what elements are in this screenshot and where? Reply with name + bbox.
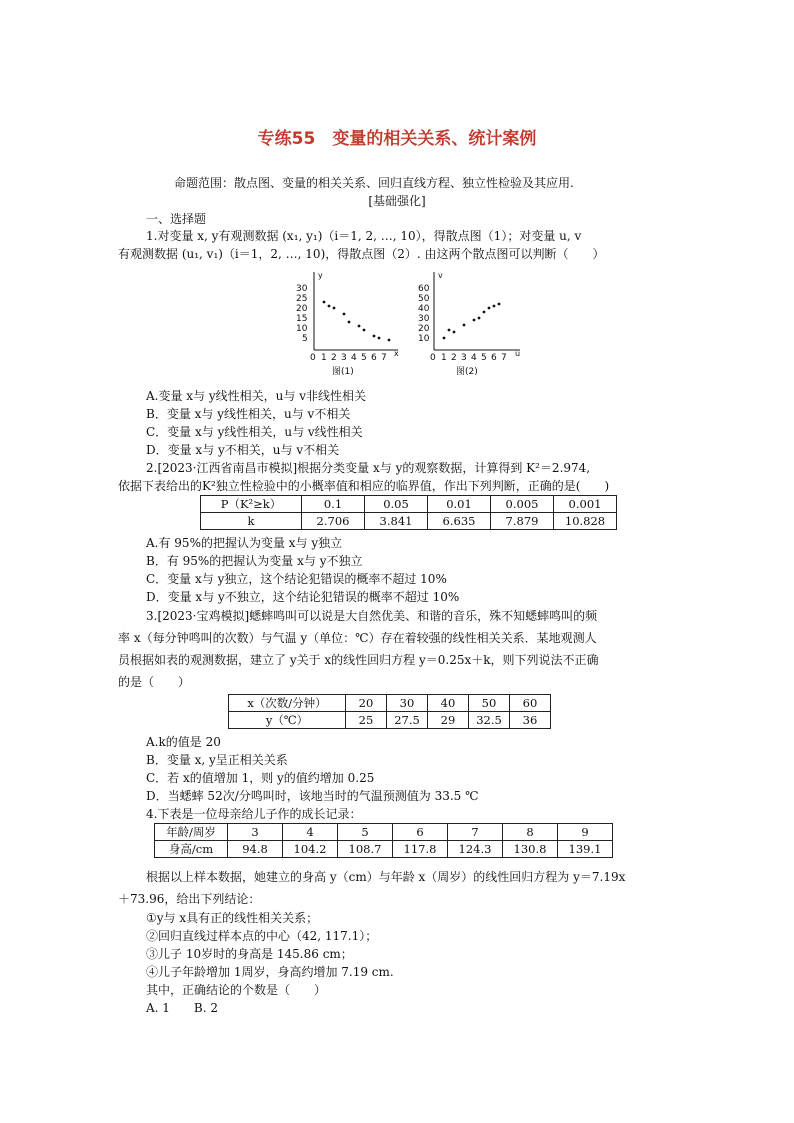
q2-line2: 依据下表给出的K²独立性检验中的小概率值和相应的临界值，作出下列判断，正确的是( ) — [118, 479, 610, 493]
scatter-point — [333, 307, 336, 310]
fig1-y-tick: 5 — [302, 334, 308, 344]
fig1-x-label: x — [394, 349, 399, 358]
fig2-x-label: u — [515, 349, 521, 358]
fig1-y-label: y — [318, 271, 323, 280]
table-row — [155, 824, 613, 841]
q4-item-3: ③儿子 10岁时的身高是 145.86 cm； — [146, 947, 353, 961]
fig2-x-tick: 5 — [481, 353, 487, 363]
q2-option-a: A.有 95%的把握认为变量 x与 y独立 — [146, 536, 343, 550]
fig2-x-tick: 0 — [430, 353, 436, 363]
fig2-y-tick: 30 — [418, 314, 430, 324]
fig1-x-tick: 3 — [341, 353, 347, 363]
scatter-point — [473, 319, 476, 322]
fig1-x-tick: 6 — [371, 353, 377, 363]
q3-line3: 员根据如表的观测数据，建立了 y关于 x的线性回归方程 y＝0.25x＋k，则下列说法不正确 — [118, 653, 599, 667]
table-cell: 36 — [510, 712, 551, 729]
table-cell: 25 — [346, 712, 387, 729]
fig2-x-ticks — [430, 353, 507, 363]
fig1-y-tick: 10 — [296, 324, 308, 334]
fig2-y-tick: 10 — [418, 334, 430, 344]
q3-line1: 3.[2023·宝鸡模拟]蟋蟀鸣叫可以说是大自然优美、和谐的音乐，殊不知蟋蟀鸣叫的频 — [146, 609, 598, 623]
table-cell: 0.05 — [365, 496, 428, 513]
q4-line1: 4.下表是一位母亲给儿子作的成长记录： — [146, 807, 362, 821]
scatter-figure-2 — [414, 268, 526, 378]
table-cell: y（℃） — [229, 712, 346, 729]
fig1-x-ticks — [310, 353, 387, 363]
q2-table — [200, 495, 617, 530]
fig1-y-tick: 30 — [296, 284, 308, 294]
scatter-point — [378, 337, 381, 340]
table-cell: 5 — [338, 824, 393, 841]
scatter-point — [498, 303, 501, 306]
scatter-point — [463, 324, 466, 327]
q4-options: A. 1 B. 2 — [146, 1001, 219, 1015]
scatter-figure-1 — [294, 268, 404, 378]
q4-item-1: ①y与 x具有正的线性相关关系； — [146, 911, 319, 925]
fig2-y-ticks — [418, 284, 430, 344]
fig2-x-tick: 6 — [491, 353, 497, 363]
scatter-point — [348, 321, 351, 324]
table-cell: 7.879 — [491, 513, 554, 530]
q3-line4: 的是（ ） — [118, 675, 191, 689]
scatter-point — [373, 335, 376, 338]
q3-option-d: D．当蟋蟀 52次/分鸣叫时，该地当时的气温预测值为 33.5 ℃ — [146, 789, 479, 803]
fig1-x-tick: 1 — [321, 353, 327, 363]
fig1-x-tick: 0 — [310, 353, 316, 363]
q4-ask: 其中，正确结论的个数是（ ） — [146, 983, 327, 997]
table-cell: 29 — [428, 712, 469, 729]
table-cell: P（K²≥k） — [201, 496, 302, 513]
fig2-x-tick: 3 — [461, 353, 467, 363]
scatter-point — [488, 307, 491, 310]
table-cell: 20 — [346, 695, 387, 712]
table-cell: 27.5 — [387, 712, 428, 729]
q4-table — [154, 823, 613, 858]
scatter-point — [363, 329, 366, 332]
section-tag: [基础强化] — [368, 194, 426, 208]
table-cell: 9 — [558, 824, 613, 841]
table-cell: 0.005 — [491, 496, 554, 513]
scatter-point — [493, 305, 496, 308]
q1-option-c: C．变量 x与 y线性相关，u与 v线性相关 — [146, 425, 363, 439]
fig2-y-tick: 50 — [418, 294, 430, 304]
table-row — [229, 712, 551, 729]
fig2-x-tick: 1 — [441, 353, 447, 363]
table-cell: 6 — [393, 824, 448, 841]
q4-item-4: ④儿子年龄增加 1周岁，身高约增加 7.19 cm. — [146, 965, 394, 979]
q2-option-c: C．变量 x与 y独立，这个结论犯错误的概率不超过 10% — [146, 572, 447, 586]
fig1-y-tick: 15 — [296, 314, 308, 324]
table-cell: 8 — [503, 824, 558, 841]
table-row — [155, 841, 613, 858]
scatter-point — [443, 337, 446, 340]
fig2-x-tick: 2 — [451, 353, 457, 363]
fig2-points — [443, 303, 501, 340]
table-row — [201, 496, 617, 513]
table-cell: 3.841 — [365, 513, 428, 530]
table-cell: 94.8 — [228, 841, 283, 858]
table-cell: k — [201, 513, 302, 530]
fig1-x-tick: 7 — [381, 353, 387, 363]
fig1-x-tick: 2 — [331, 353, 337, 363]
q1-option-b: B．变量 x与 y线性相关，u与 v不相关 — [146, 407, 351, 421]
q4-para1: 根据以上样本数据，她建立的身高 y（cm）与年龄 x（周岁）的线性回归方程为 y＝7.19x — [146, 870, 626, 884]
table-cell: 4 — [283, 824, 338, 841]
fig1-y-tick: 20 — [296, 304, 308, 314]
scatter-point — [323, 301, 326, 304]
fig2-y-tick: 40 — [418, 304, 430, 314]
table-cell: 130.8 — [503, 841, 558, 858]
table-cell: x（次数/分钟） — [229, 695, 346, 712]
q1-line2: 有观测数据 (u₁, v₁)（i＝1，2, …, 10)，得散点图（2）. 由这两个散点图可以判断（ ） — [118, 247, 605, 261]
q3-table — [228, 694, 551, 729]
q2-option-b: B．有 95%的把握认为变量 x与 y不独立 — [146, 554, 363, 568]
fig2-x-tick: 4 — [471, 353, 477, 363]
q1-option-a: A.变量 x与 y线性相关，u与 v非线性相关 — [146, 389, 366, 403]
scatter-point — [453, 331, 456, 334]
table-cell: 50 — [469, 695, 510, 712]
fig1-x-tick: 4 — [351, 353, 357, 363]
table-cell: 3 — [228, 824, 283, 841]
scatter-point — [343, 313, 346, 316]
fig1-caption: 图(1) — [332, 367, 354, 377]
fig2-y-tick: 60 — [418, 284, 430, 294]
q1-option-d: D．变量 x与 y不相关，u与 v不相关 — [146, 443, 340, 457]
table-cell: 2.706 — [302, 513, 365, 530]
fig1-y-ticks — [296, 284, 308, 344]
scatter-point — [388, 339, 391, 342]
table-cell: 32.5 — [469, 712, 510, 729]
scatter-point — [328, 305, 331, 308]
scatter-point — [448, 329, 451, 332]
q2-option-d: D．变量 x与 y不独立，这个结论犯错误的概率不超过 10% — [146, 590, 460, 604]
scatter-point — [483, 311, 486, 314]
table-cell: 0.01 — [428, 496, 491, 513]
q1-line1: 1.对变量 x, y有观测数据 (x₁, y₁)（i＝1, 2, …, 10），得散点图（1）；对变量 u, v — [146, 229, 582, 243]
table-cell: 117.8 — [393, 841, 448, 858]
table-row — [229, 695, 551, 712]
table-cell: 0.1 — [302, 496, 365, 513]
table-cell: 60 — [510, 695, 551, 712]
q3-line2: 率 x（每分钟鸣叫的次数）与气温 y（单位：℃）存在着较强的线性相关关系．某地观测人 — [118, 631, 597, 645]
q3-option-a: A.k的值是 20 — [146, 735, 221, 749]
q2-line1: 2.[2023·江西省南昌市模拟]根据分类变量 x与 y的观察数据，计算得到 K²＝2.974, — [146, 461, 591, 475]
table-row — [201, 513, 617, 530]
scope-text: 命题范围：散点图、变量的相关关系、回归直线方程、独立性检验及其应用. — [174, 176, 574, 190]
q4-item-2: ②回归直线过样本点的中心（42, 117.1）； — [146, 929, 378, 943]
q3-option-c: C．若 x的值增加 1，则 y的值约增加 0.25 — [146, 771, 375, 785]
fig2-y-tick: 20 — [418, 324, 430, 334]
scatter-point — [478, 317, 481, 320]
table-cell: 124.3 — [448, 841, 503, 858]
table-cell: 40 — [428, 695, 469, 712]
table-cell: 104.2 — [283, 841, 338, 858]
fig2-caption: 图(2) — [456, 367, 478, 377]
table-cell: 6.635 — [428, 513, 491, 530]
q3-option-b: B．变量 x, y呈正相关关系 — [146, 753, 288, 767]
table-cell: 10.828 — [554, 513, 617, 530]
table-cell: 身高/cm — [155, 841, 228, 858]
table-cell: 年龄/周岁 — [155, 824, 228, 841]
table-cell: 108.7 — [338, 841, 393, 858]
fig2-y-label: v — [438, 271, 443, 280]
fig1-y-tick: 25 — [296, 294, 308, 304]
fig1-x-tick: 5 — [361, 353, 367, 363]
table-cell: 139.1 — [558, 841, 613, 858]
table-cell: 30 — [387, 695, 428, 712]
table-cell: 7 — [448, 824, 503, 841]
q4-para2: ＋73.96，给出下列结论： — [118, 892, 261, 906]
scatter-point — [358, 325, 361, 328]
fig2-x-tick: 7 — [501, 353, 507, 363]
table-cell: 0.001 — [554, 496, 617, 513]
page-title: 专练55 变量的相关关系、统计案例 — [257, 129, 537, 149]
section-heading: 一、选择题 — [146, 212, 207, 226]
fig1-points — [323, 301, 391, 342]
